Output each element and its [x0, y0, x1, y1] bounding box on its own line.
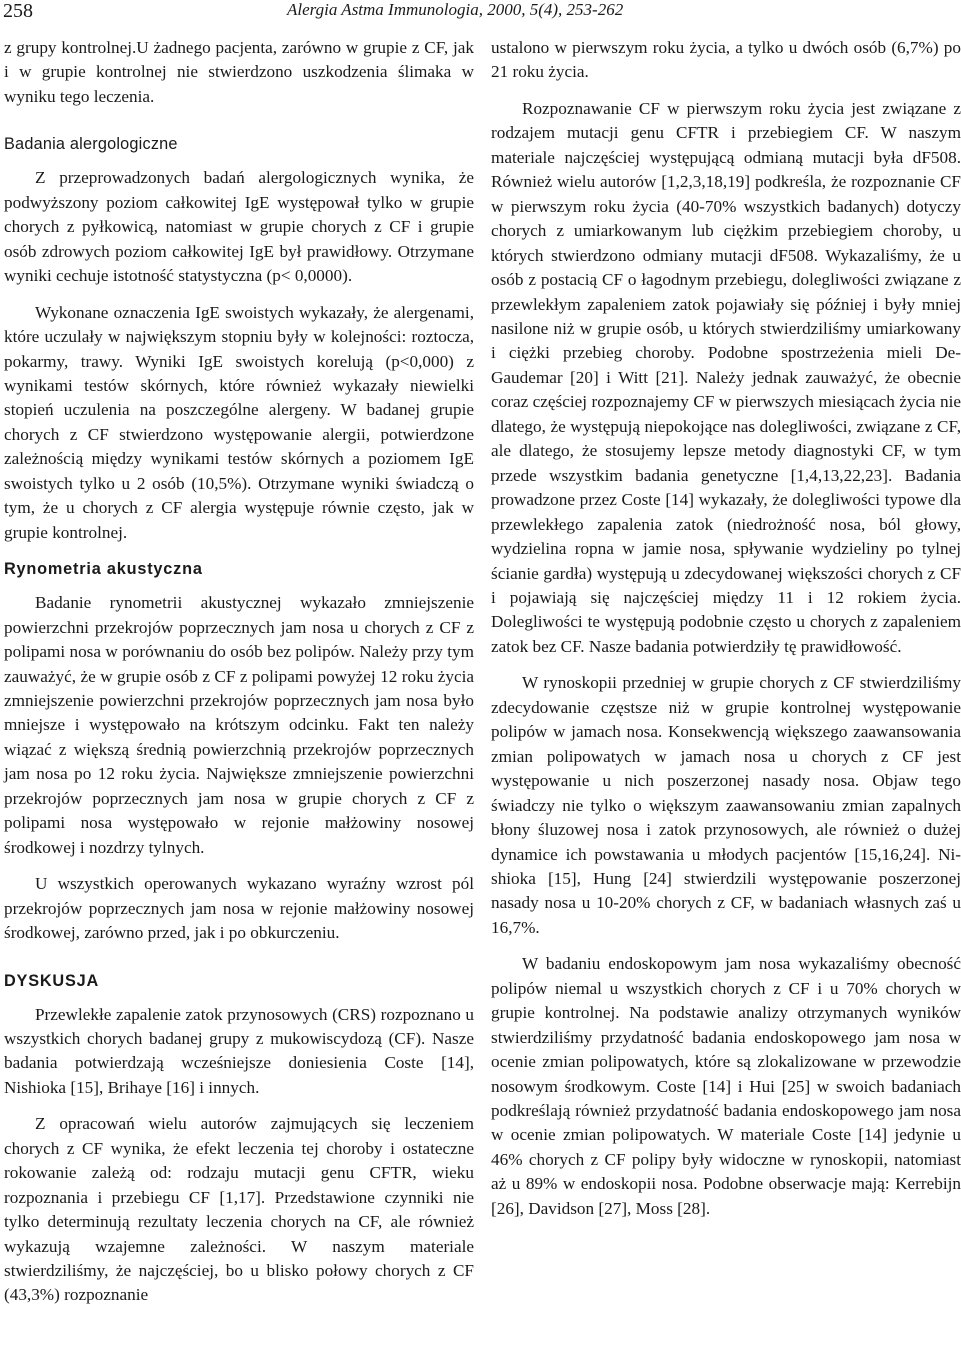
section-heading-rhinometry: Rynometria akustyczna: [4, 560, 203, 579]
journal-citation: Alergia Astma Immunologia, 2000, 5(4), 253-262: [287, 0, 624, 19]
paragraph: Przewlekłe zapalenie zatok przynosowych (CRS) rozpoznano u wszystkich chorych badanej grupy z mukowiscydozą (CF). Nasze badania potwierdzają wcześniejsze doniesienia Coste [14], Nishioka [15], Brihaye [16] i innych.: [4, 1004, 474, 1097]
paragraph: U wszystkich operowanych wykazano wyraźny wzrost pól przekrojów poprzecznych jam nosa w rejonie małżowiny nosowej środkowej, zarówno przed, jak i po obkurczeniu.: [4, 874, 474, 943]
page-number: 258: [3, 0, 33, 22]
section-heading-allergy: Badania alergologiczne: [4, 135, 178, 154]
section-heading-discussion: DYSKUSJA: [4, 971, 100, 990]
left-column: [4, 36, 474, 1308]
paragraph: Wykonane oznaczenia IgE swoistych wykazały, że alergenami, które uczulały w największym stopniu były w kolejności: roztocza, pokarmy, trawy. Wyniki IgE swoistych korelują (p<0,000) z wynikami testów skórnych, które również wykazały niewielki stopień uczulenia na poszczególne alergeny. W badanej grupie chorych z CF stwierdzono występowanie alergii, potwierdzone zależnością między wynikami testów skórnych a poziomem IgE swoistych tylko u 2 osób (10,5%). Otrzymane wyniki świadczą o tym, że u chorych z CF alergia występuje równie często, jak w grupie kontrolnej.: [4, 302, 474, 542]
paragraph: ustalono w pierwszym roku życia, a tylko u dwóch osób (6,7%) po 21 roku życia.: [491, 38, 961, 82]
paragraph: Badanie rynometrii akustycznej wykazało zmniejszenie powierzchni przekrojów poprzecznych jam nosa u chorych z CF z polipami nosa w porównaniu do osób bez polipów. Należy przy tym zauważyć, że w grupie osób z CF z polipami powyżej 12 roku życia zmniejszenie powierzchni przekrojów poprzecznych jam nosa było mniejsze i występowało na krótszym odcinku. Fakt ten należy wiązać z większą średnią powierzchnią przekrojów poprzecznych jam nosa po 12 roku życia. Największe zmniejszenie powierzchni przekrojów poprzecznych jam nosa w grupie chorych z CF z polipami nosa występowało w rejonie małżowiny nosowej środkowej i nozdrzy tylnych.: [4, 593, 474, 857]
paragraph: W badaniu endoskopowym jam nosa wykazaliśmy obecność polipów niemal u wszystkich chorych z CF i u 70% chorych w grupie kontrolnej. Na podstawie analizy otrzymanych wyników stwierdziliśmy przydatność badania endoskopowego jam nosa w ocenie zmian polipowatych, które są zlokalizowane w przewodzie nosowym środkowym. Coste [14] i Hui [25] w swoich badaniach podkreślają również przydatność badania endoskopowego jam nosa w ocenie zmian polipowatych. W materiale Coste [14] jedynie u 46% chorych z CF polipy były widoczne w rynoskopii, natomiast aż u 89% w endoskopii nosa. Podobne obserwacje mają: Kerrebijn [26], Davidson [27], Moss [28].: [491, 954, 961, 1218]
page-header: [0, 0, 960, 26]
paragraph: W rynoskopii przedniej w grupie chorych z CF stwierdziliśmy zdecydowanie częstsze niż w grupie kontrolnej występowanie polipów w jamach nosa. Konsekwencją większego zaawansowania zmian polipowatych w jamach nosa u chorych z CF jest występowanie u nich poszerzonej nasady nosa. Objaw tego świadczy nie tylko o większym zaawansowaniu zmian zapalnych błony śluzowej nosa i zatok przynosowych, ale również o dużej dynamice ich powstawania u młodych pacjentów [15,16,24]. Nishioka [15], Hung [24] stwierdzili występowanie poszerzonej nasady nosa u 10-20% chorych z CF, w badaniach własnych zaś u 16,7%.: [491, 673, 961, 937]
paragraph: z grupy kontrolnej.U żadnego pacjenta, zarówno w grupie z CF, jak i w grupie kontrolnej nie stwierdzono uszkodzenia ślimaka w wyniku tego leczenia.: [4, 38, 474, 106]
right-column: [491, 36, 961, 1221]
paragraph: Z opracowań wielu autorów zajmujących się leczeniem chorych z CF wynika, że efekt leczenia tej choroby i ostateczne rokowanie zależą od: rodzaju mutacji genu CFTR, wieku rozpoznania i przebiegu CF [1,17]. Przedstawione czynniki nie tylko determinują rezultaty leczenia chorych na CF, ale również wykazują wzajemne zależności. W naszym materiale stwierdziliśmy, że najczęściej, bo u blisko połowy chorych z CF (43,3%) rozpoznanie: [4, 1114, 474, 1305]
paragraph: Rozpoznawanie CF w pierwszym roku życia jest związane z rodzajem mutacji genu CFTR i przebiegiem CF. W naszym materiale najczęściej występującą odmianą mutacji była dF508. Również wielu autorów [1,2,3,18,19] podkreśla, że rozpoznanie CF w pierwszym roku życia (40-70% wszystkich badanych) dotyczy chorych z umiarkowanym lub ciężkim przebiegiem choroby, u których stwierdzono odmiany mutacji dF508. Wykazaliśmy, że u osób z postacią CF o łagodnym przebiegu, dolegliwości związane z przewlekłym zapaleniem zatok pojawiały się później i były mniej nasilone niż w grupie osób, u których stwierdziliśmy umiarkowany i ciężki przebieg choroby. Podobne spostrzeżenia mieli De-Gaudemar [20] i Witt [21]. Należy jednak zauważyć, że obecnie coraz częściej rozpoznajemy CF w pierwszych miesiącach życia nie dlatego, że występują niepokojące nas dolegliwości, związane z CF, ale dlatego, że stosujemy lepsze metody diagnostyki CF, w tym przede wszystkim badania genetyczne [1,4,13,22,23]. Badania prowadzone przez Coste [14] wykazały, że dolegliwości typowe dla przewlekłego zapalenia zatok (niedrożność nosa, ból głowy, wydzielina ropna w jamie nosa, spływanie wydzieliny po tylnej ścianie gardła) występują u zdecydowanej większości chorych z CF i pojawiają się najczęściej między 11 i 12 rokiem życia. Dolegliwości te występują podobnie często u chorych z zapaleniem zatok bez CF. Nasze badania potwierdziły tę prawidłowość.: [491, 98, 961, 656]
paragraph: Z przeprowadzonych badań alergologicznych wynika, że podwyższony poziom całkowitej IgE występował tylko w grupie chorych z pyłkowicą, natomiast w grupie chorych z CF i grupie osób zdrowych poziom całkowitej IgE był prawidłowy. Otrzymane wyniki cechuje istotność statystyczna (p< 0,0000).: [4, 168, 474, 286]
